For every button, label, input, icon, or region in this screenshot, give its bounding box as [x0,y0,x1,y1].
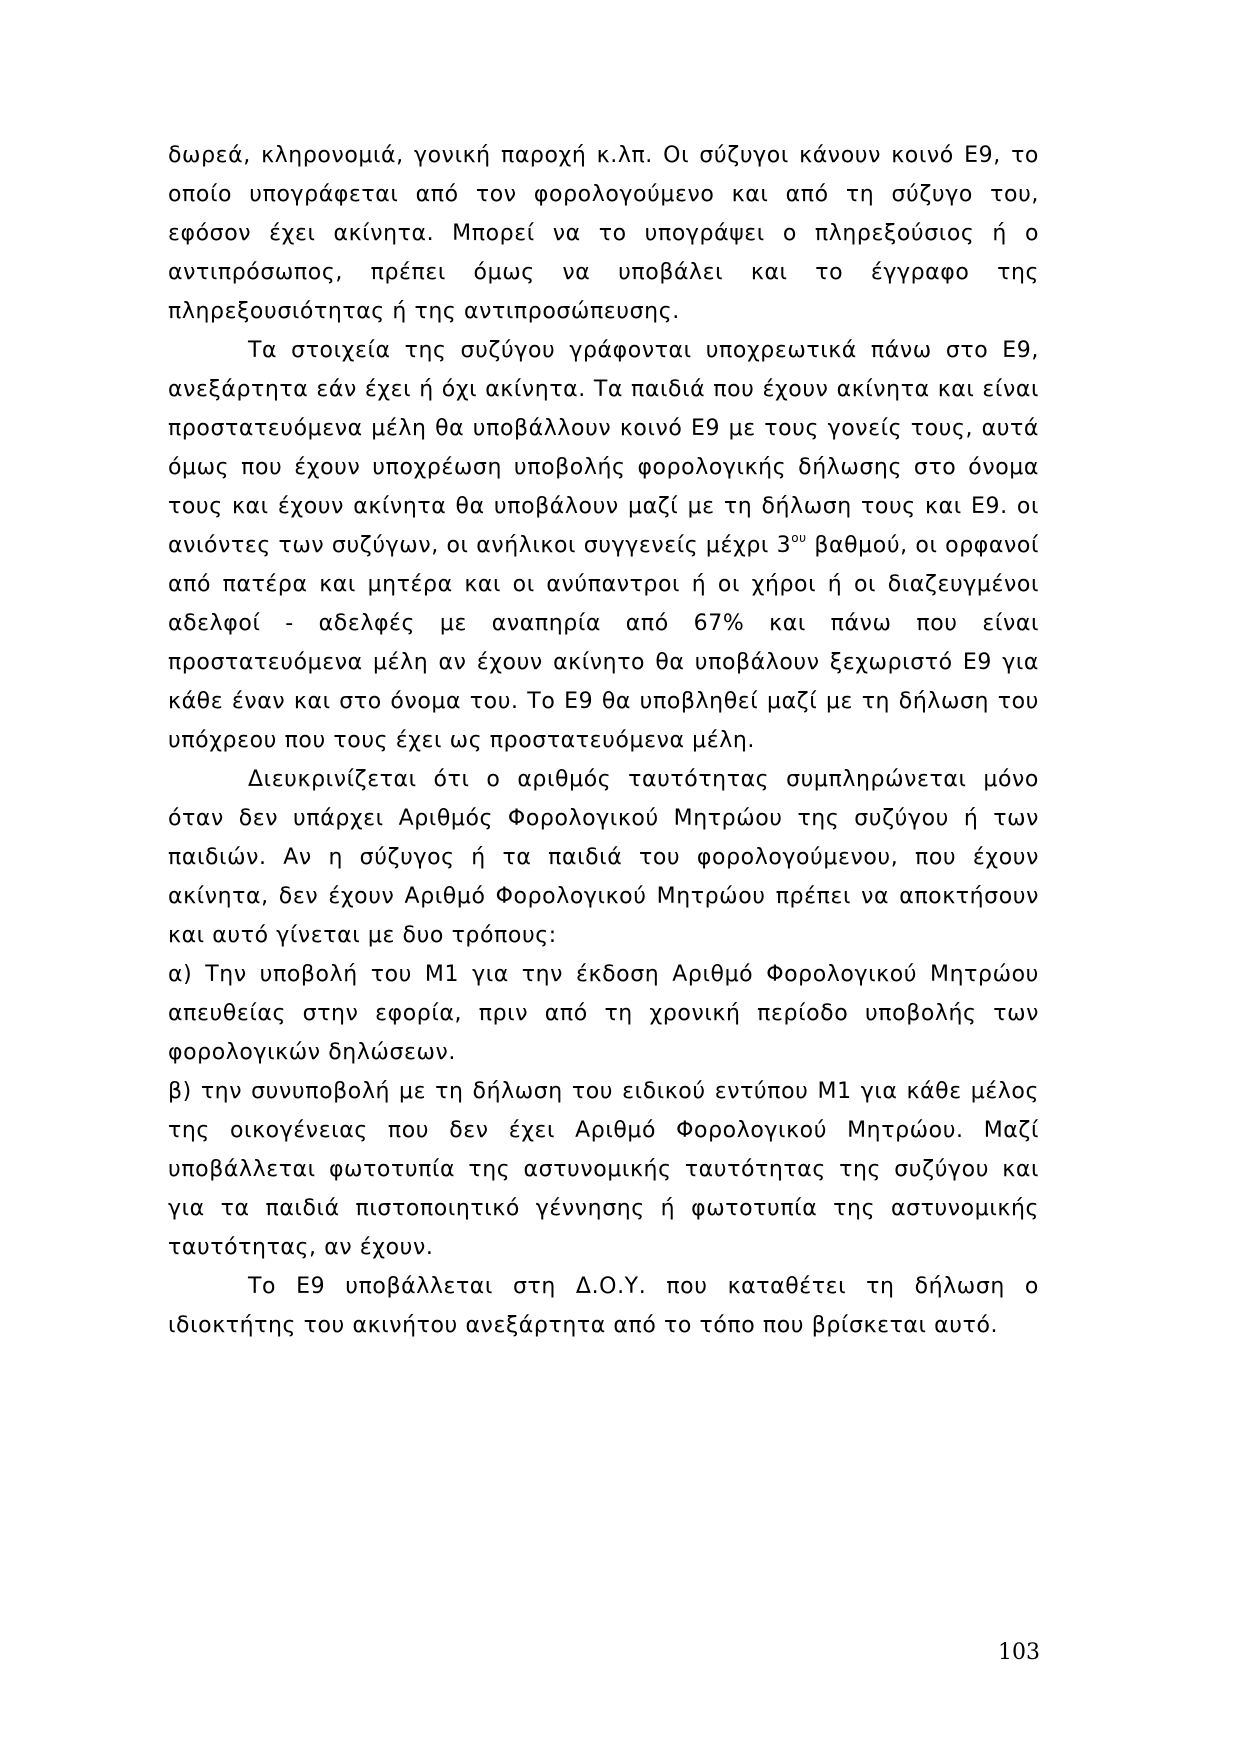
paragraph-2-text-b: βαθμού, οι ορφανοί από πατέρα και μητέρα και οι ανύπαντροι ή οι χήροι ή οι διαζευγμένοι αδελφοί - αδελφές με αναπηρία από 67% και πάνω που είναι προστατευόμενα μέλη αν έχουν ακίνητο θα υποβάλουν ξεχωριστό Ε9 για κάθε έναν και στο όνομα του. Το Ε9 θα υποβληθεί μαζί με τη δήλωση του υπόχρεου που τους έχει ως προστατευόμενα μέλη. [168,533,1039,753]
paragraph-3: Διευκρινίζεται ότι ο αριθμός ταυτότητας συμπληρώνεται μόνο όταν δεν υπάρχει Αριθμός Φορολογικού Μητρώου της συζύγου ή των παιδιών. Αν η σύζυγος ή τα παιδιά του φορολογούμενου, που έχουν ακίνητα, δεν έχουν Αριθμό Φορολογικού Μητρώου πρέπει να αποκτήσουν και αυτό γίνεται με δυο τρόπους: [168,767,1039,948]
list-item-a: α) Την υποβολή του Μ1 για την έκδοση Αριθμό Φορολογικού Μητρώου απευθείας στην εφορία, πριν από τη χρονική περίοδο υποβολής των φορολογικών δηλώσεων. [168,962,1039,1065]
ordinal-superscript: ου [791,531,807,545]
list-item-b: β) την συνυποβολή με τη δήλωση του ειδικού εντύπου Μ1 για κάθε μέλος της οικογένειας που δεν έχει Αριθμό Φορολογικού Μητρώου. Μαζί υποβάλλεται φωτοτυπία της αστυνομικής ταυτότητας της συζύγου και για τα παιδιά πιστοποιητικό γέννησης ή φωτοτυπία της αστυνομικής ταυτότητας, αν έχουν. [168,1079,1039,1260]
page-number: 103 [998,1640,1040,1665]
body-text [168,136,1039,1345]
paragraph-6: Το Ε9 υποβάλλεται στη Δ.Ο.Υ. που καταθέτει τη δήλωση ο ιδιοκτήτης του ακινήτου ανεξάρτητα από το τόπο που βρίσκεται αυτό. [168,1274,1039,1338]
paragraph-2 [168,331,1039,760]
paragraph-1: δωρεά, κληρονομιά, γονική παροχή κ.λπ. Οι σύζυγοι κάνουν κοινό Ε9, το οποίο υπογράφεται από τον φορολογούμενο και από τη σύζυγο του, εφόσον έχει ακίνητα. Μπορεί να το υπογράψει ο πληρεξούσιος ή ο αντιπρόσωπος, πρέπει όμως να υποβάλει και το έγγραφο της πληρεξουσιότητας ή της αντιπροσώπευσης. [168,143,1039,324]
paragraph-2-text-a: Τα στοιχεία της συζύγου γράφονται υποχρεωτικά πάνω στο Ε9, ανεξάρτητα εάν έχει ή όχι ακίνητα. Τα παιδιά που έχουν ακίνητα και είναι προστατευόμενα μέλη θα υποβάλλουν κοινό Ε9 με τους γονείς τους, αυτά όμως που έχουν υποχρέωση υποβολής φορολογικής δήλωσης στο όνομα τους και έχουν ακίνητα θα υποβάλουν μαζί με τη δήλωση τους και Ε9. οι ανιόντες των συζύγων, οι ανήλικοι συγγενείς μέχρι 3 [168,338,1039,558]
